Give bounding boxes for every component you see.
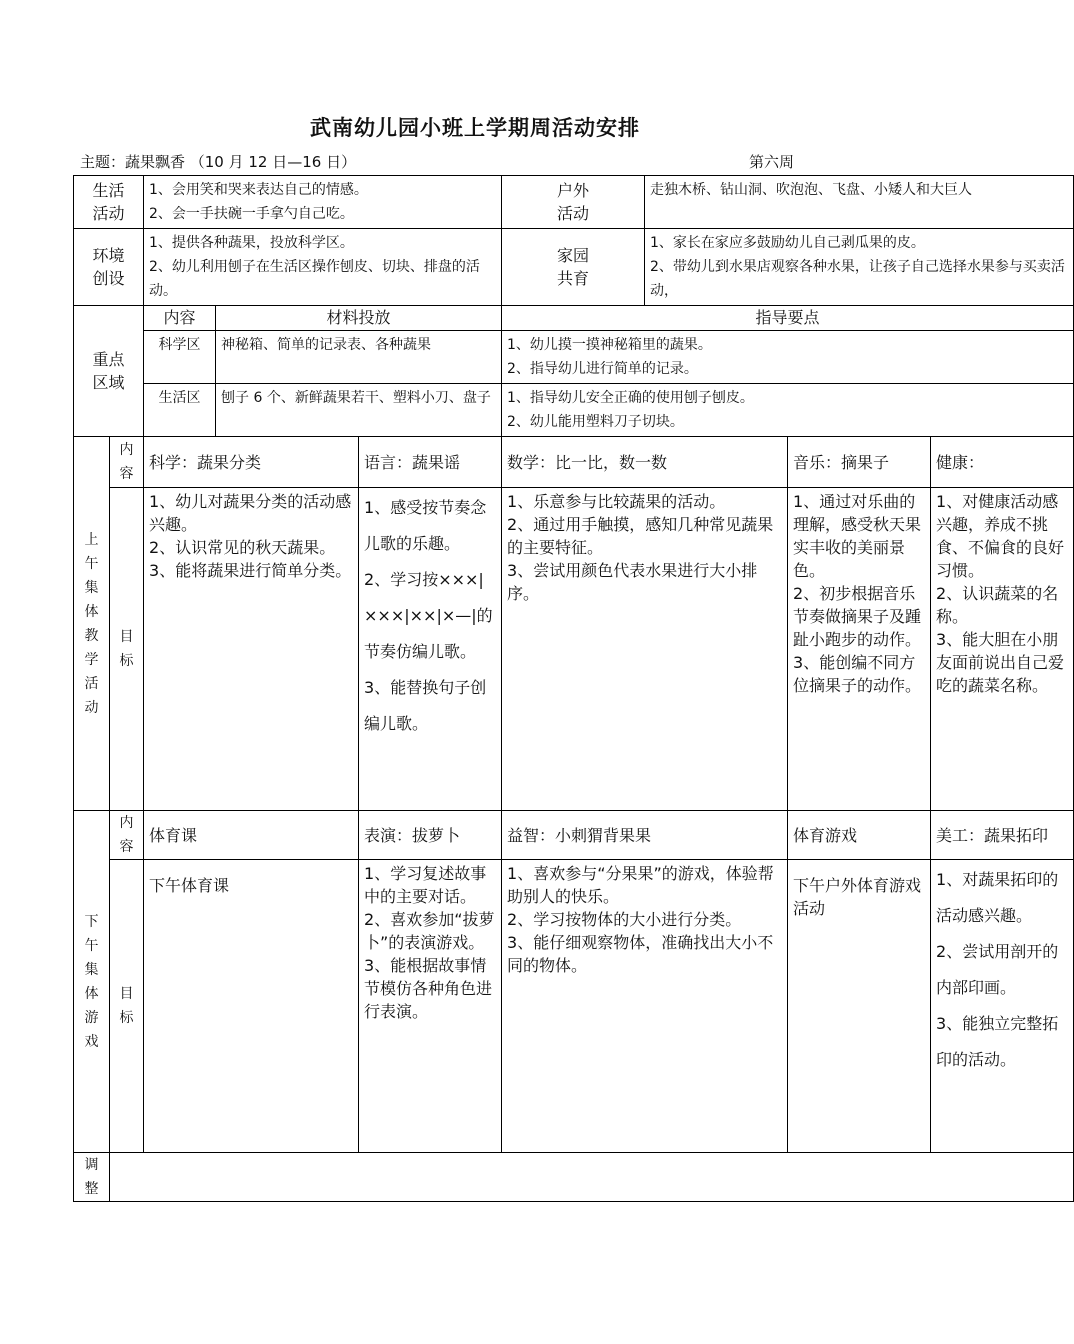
afternoon-goal-3: 1、喜欢参与“分果果”的游戏，体验帮助别人的快乐。 2、学习按物体的大小进行分类。 3、能仔细观察物体，准确找出大小不同的物体。 (502, 860, 788, 1153)
focus-row-life (74, 384, 1074, 437)
morning-goal-3: 1、乐意参与比较蔬果的活动。 2、通过用手触摸，感知几种常见蔬果的主要特征。 3、尝试用颜色代表水果进行大小排序。 (502, 488, 788, 811)
focus-header-materials: 材料投放 (216, 306, 502, 331)
morning-goal-1: 1、幼儿对蔬果分类的活动感兴趣。 2、认识常见的秋天蔬果。 3、能将蔬果进行简单分类。 (144, 488, 359, 811)
afternoon-content-row (74, 811, 1074, 860)
adjust-label: 调 整 (74, 1153, 110, 1202)
afternoon-goal-row (74, 860, 1074, 1153)
morning-content-3: 数学：比一比，数一数 (502, 437, 788, 488)
morning-goal-2: 1、感受按节奏念儿歌的乐趣。 2、学习按×××|×××|××|×—|的节奏仿编儿歌。 3、能替换句子创编儿歌。 (359, 488, 502, 811)
morning-content-4: 音乐：摘果子 (788, 437, 931, 488)
week-label: 第六周 (749, 153, 795, 171)
afternoon-goal-4: 下午户外体育游戏活动 (788, 860, 931, 1153)
life-items: 1、会用笑和哭来表达自己的情感。 2、会一手扶碗一手拿勺自己吃。 (144, 176, 502, 229)
focus-points-science: 1、幼儿摸一摸神秘箱里的蔬果。 2、指导幼儿进行简单的记录。 (502, 331, 1074, 384)
life-label: 生活 活动 (74, 176, 144, 229)
focus-header-row (74, 306, 1074, 331)
morning-content-1: 科学：蔬果分类 (144, 437, 359, 488)
morning-goal-5: 1、对健康活动感兴趣，养成不挑食、不偏食的良好习惯。 2、认识蔬菜的名称。 3、能大胆在小朋友面前说出自己爱吃的蔬菜名称。 (931, 488, 1074, 811)
adjust-row (74, 1153, 1074, 1202)
afternoon-content-1: 体育课 (144, 811, 359, 860)
morning-label: 上 午 集 体 教 学 活 动 (74, 437, 110, 811)
life-outdoor-row (74, 176, 1074, 229)
afternoon-goal-1: 下午体育课 (144, 860, 359, 1153)
focus-label: 重点 区域 (74, 306, 144, 437)
adjust-content (110, 1153, 1074, 1202)
morning-content-label: 内 容 (110, 437, 144, 488)
afternoon-goal-5: 1、对蔬果拓印的活动感兴趣。 2、尝试用剖开的内部印画。 3、能独立完整拓印的活动。 (931, 860, 1074, 1153)
focus-header-points: 指导要点 (502, 306, 1074, 331)
focus-header-content: 内容 (144, 306, 216, 331)
environment-items: 1、提供各种蔬果，投放科学区。 2、幼儿利用刨子在生活区操作刨皮、切块、排盘的活动。 (144, 229, 502, 306)
afternoon-content-4: 体育游戏 (788, 811, 931, 860)
afternoon-goal-label: 目 标 (110, 860, 144, 1153)
afternoon-label: 下 午 集 体 游 戏 (74, 811, 110, 1153)
morning-content-2: 语言：蔬果谣 (359, 437, 502, 488)
focus-area-science: 科学区 (144, 331, 216, 384)
morning-content-row (74, 437, 1074, 488)
afternoon-content-3: 益智：小刺猬背果果 (502, 811, 788, 860)
focus-area-life: 生活区 (144, 384, 216, 437)
environment-home-row (74, 229, 1074, 306)
morning-goal-4: 1、通过对乐曲的理解，感受秋天果实丰收的美丽景色。 2、初步根据音乐节奏做摘果子及踵趾小跑步的动作。 3、能创编不同方位摘果子的动作。 (788, 488, 931, 811)
home-label: 家园 共育 (502, 229, 645, 306)
focus-materials-science: 神秘箱、简单的记录表、各种蔬果 (216, 331, 502, 384)
theme-line: 主题：蔬果飘香 （10 月 12 日—16 日） (80, 153, 357, 171)
home-items: 1、家长在家应多鼓励幼儿自己剥瓜果的皮。 2、带幼儿到水果店观察各种水果，让孩子自己选择水果参与买卖活动， (645, 229, 1074, 306)
afternoon-content-2: 表演：拔萝卜 (359, 811, 502, 860)
morning-goal-row (74, 488, 1074, 811)
environment-label: 环境 创设 (74, 229, 144, 306)
schedule-table (73, 175, 1074, 1202)
page-title: 武南幼儿园小班上学期周活动安排 (310, 116, 640, 140)
morning-content-5: 健康： (931, 437, 1074, 488)
focus-materials-life: 刨子 6 个、新鲜蔬果若干、塑料小刀、盘子 (216, 384, 502, 437)
focus-points-life: 1、指导幼儿安全正确的使用刨子刨皮。 2、幼儿能用塑料刀子切块。 (502, 384, 1074, 437)
afternoon-content-5: 美工：蔬果拓印 (931, 811, 1074, 860)
afternoon-goal-2: 1、学习复述故事中的主要对话。 2、喜欢参加“拔萝卜”的表演游戏。 3、能根据故事情节模仿各种角色进行表演。 (359, 860, 502, 1153)
afternoon-content-label: 内 容 (110, 811, 144, 860)
outdoor-label: 户外 活动 (502, 176, 645, 229)
morning-goal-label: 目 标 (110, 488, 144, 811)
outdoor-text: 走独木桥、钻山洞、吹泡泡、飞盘、小矮人和大巨人 (645, 176, 1074, 229)
focus-row-science (74, 331, 1074, 384)
